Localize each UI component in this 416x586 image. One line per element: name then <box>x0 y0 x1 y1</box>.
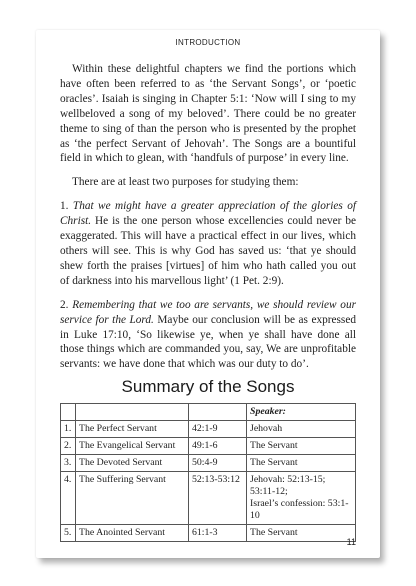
song-speaker: The Servant <box>247 525 356 542</box>
paragraph-purposes-intro: There are at least two purposes for studying them: <box>72 176 299 189</box>
header-cell-speaker: Speaker: <box>247 404 356 421</box>
purpose-two-text: Maybe our conclusion will be as expressed in Luke 17:10, ‘So likewise ye, when ye shall have done all those things which are commanded you, say, We are unprofitable servants: we have done that which was our duty to do’. <box>60 313 356 371</box>
song-speaker: The Servant <box>247 455 356 472</box>
song-reference: 42:1-9 <box>189 421 247 438</box>
paragraph-purpose-one <box>60 199 356 288</box>
header-cell-ref <box>189 404 247 421</box>
body-text <box>60 62 356 381</box>
song-name: The Suffering Servant <box>76 472 189 525</box>
song-name: The Devoted Servant <box>76 455 189 472</box>
song-speaker: The Servant <box>247 438 356 455</box>
summary-title: Summary of the Songs <box>121 377 295 396</box>
table-row <box>61 525 356 542</box>
songs-summary-table <box>60 403 356 542</box>
purpose-one-number: 1. <box>60 200 69 213</box>
purpose-two-number: 2. <box>60 298 69 311</box>
table-row <box>61 472 356 525</box>
book-page <box>36 30 380 558</box>
paragraph-servant-songs: Within these delightful chapters we find the portions which have often been referred to as ‘the Servant Songs’, or ‘poetic oracles’. Isaiah is singing in Chapter 5:1: ‘Now will I sing to my wellbeloved a song of my beloved’. There could be no greater theme to sing of than the person who is presented by the prophet as ‘the perfect Servant of Jehovah’. The Songs are a bountiful field in which to glean, with ‘handfuls of purpose’ in every line. <box>60 63 356 165</box>
table-row <box>61 421 356 438</box>
page-number: 11 <box>346 537 356 547</box>
table-row <box>61 438 356 455</box>
song-name: The Anointed Servant <box>76 525 189 542</box>
song-name: The Evangelical Servant <box>76 438 189 455</box>
song-speaker <box>247 472 356 525</box>
row-number: 5. <box>61 525 76 542</box>
row-number: 4. <box>61 472 76 525</box>
speaker-line: Israel’s confession: 53:1-10 <box>250 498 349 521</box>
song-reference: 52:13-53:12 <box>189 472 247 525</box>
purpose-two-heading: Remembering that we too are servants, we should review our service for the Lord. <box>60 298 356 326</box>
speaker-line: 53:11-12; <box>250 486 288 497</box>
speaker-line: Jehovah: 52:13-15; <box>250 474 326 485</box>
row-number: 3. <box>61 455 76 472</box>
song-speaker: Jehovah <box>247 421 356 438</box>
purpose-one-heading: That we might have a greater appreciation of the glories of Christ. <box>60 200 356 228</box>
table-header-row <box>61 404 356 421</box>
row-number: 2. <box>61 438 76 455</box>
song-reference: 49:1-6 <box>189 438 247 455</box>
header-cell-num <box>61 404 76 421</box>
paragraph-purpose-two <box>60 298 356 373</box>
song-reference: 61:1-3 <box>189 525 247 542</box>
header-cell-name <box>76 404 189 421</box>
purpose-one-text: He is the one person whose excellencies could never be exaggerated. This will have a practical effect in our lives, which others will see. This is why God has saved us: ‘that ye should shew forth the praises [virtues] of him who hath called you out of darkness into his marvellous light’ (1 Pet. 2:9). <box>60 215 357 287</box>
table-row <box>61 455 356 472</box>
running-head: INTRODUCTION <box>175 38 241 47</box>
song-reference: 50:4-9 <box>189 455 247 472</box>
song-name: The Perfect Servant <box>76 421 189 438</box>
row-number: 1. <box>61 421 76 438</box>
